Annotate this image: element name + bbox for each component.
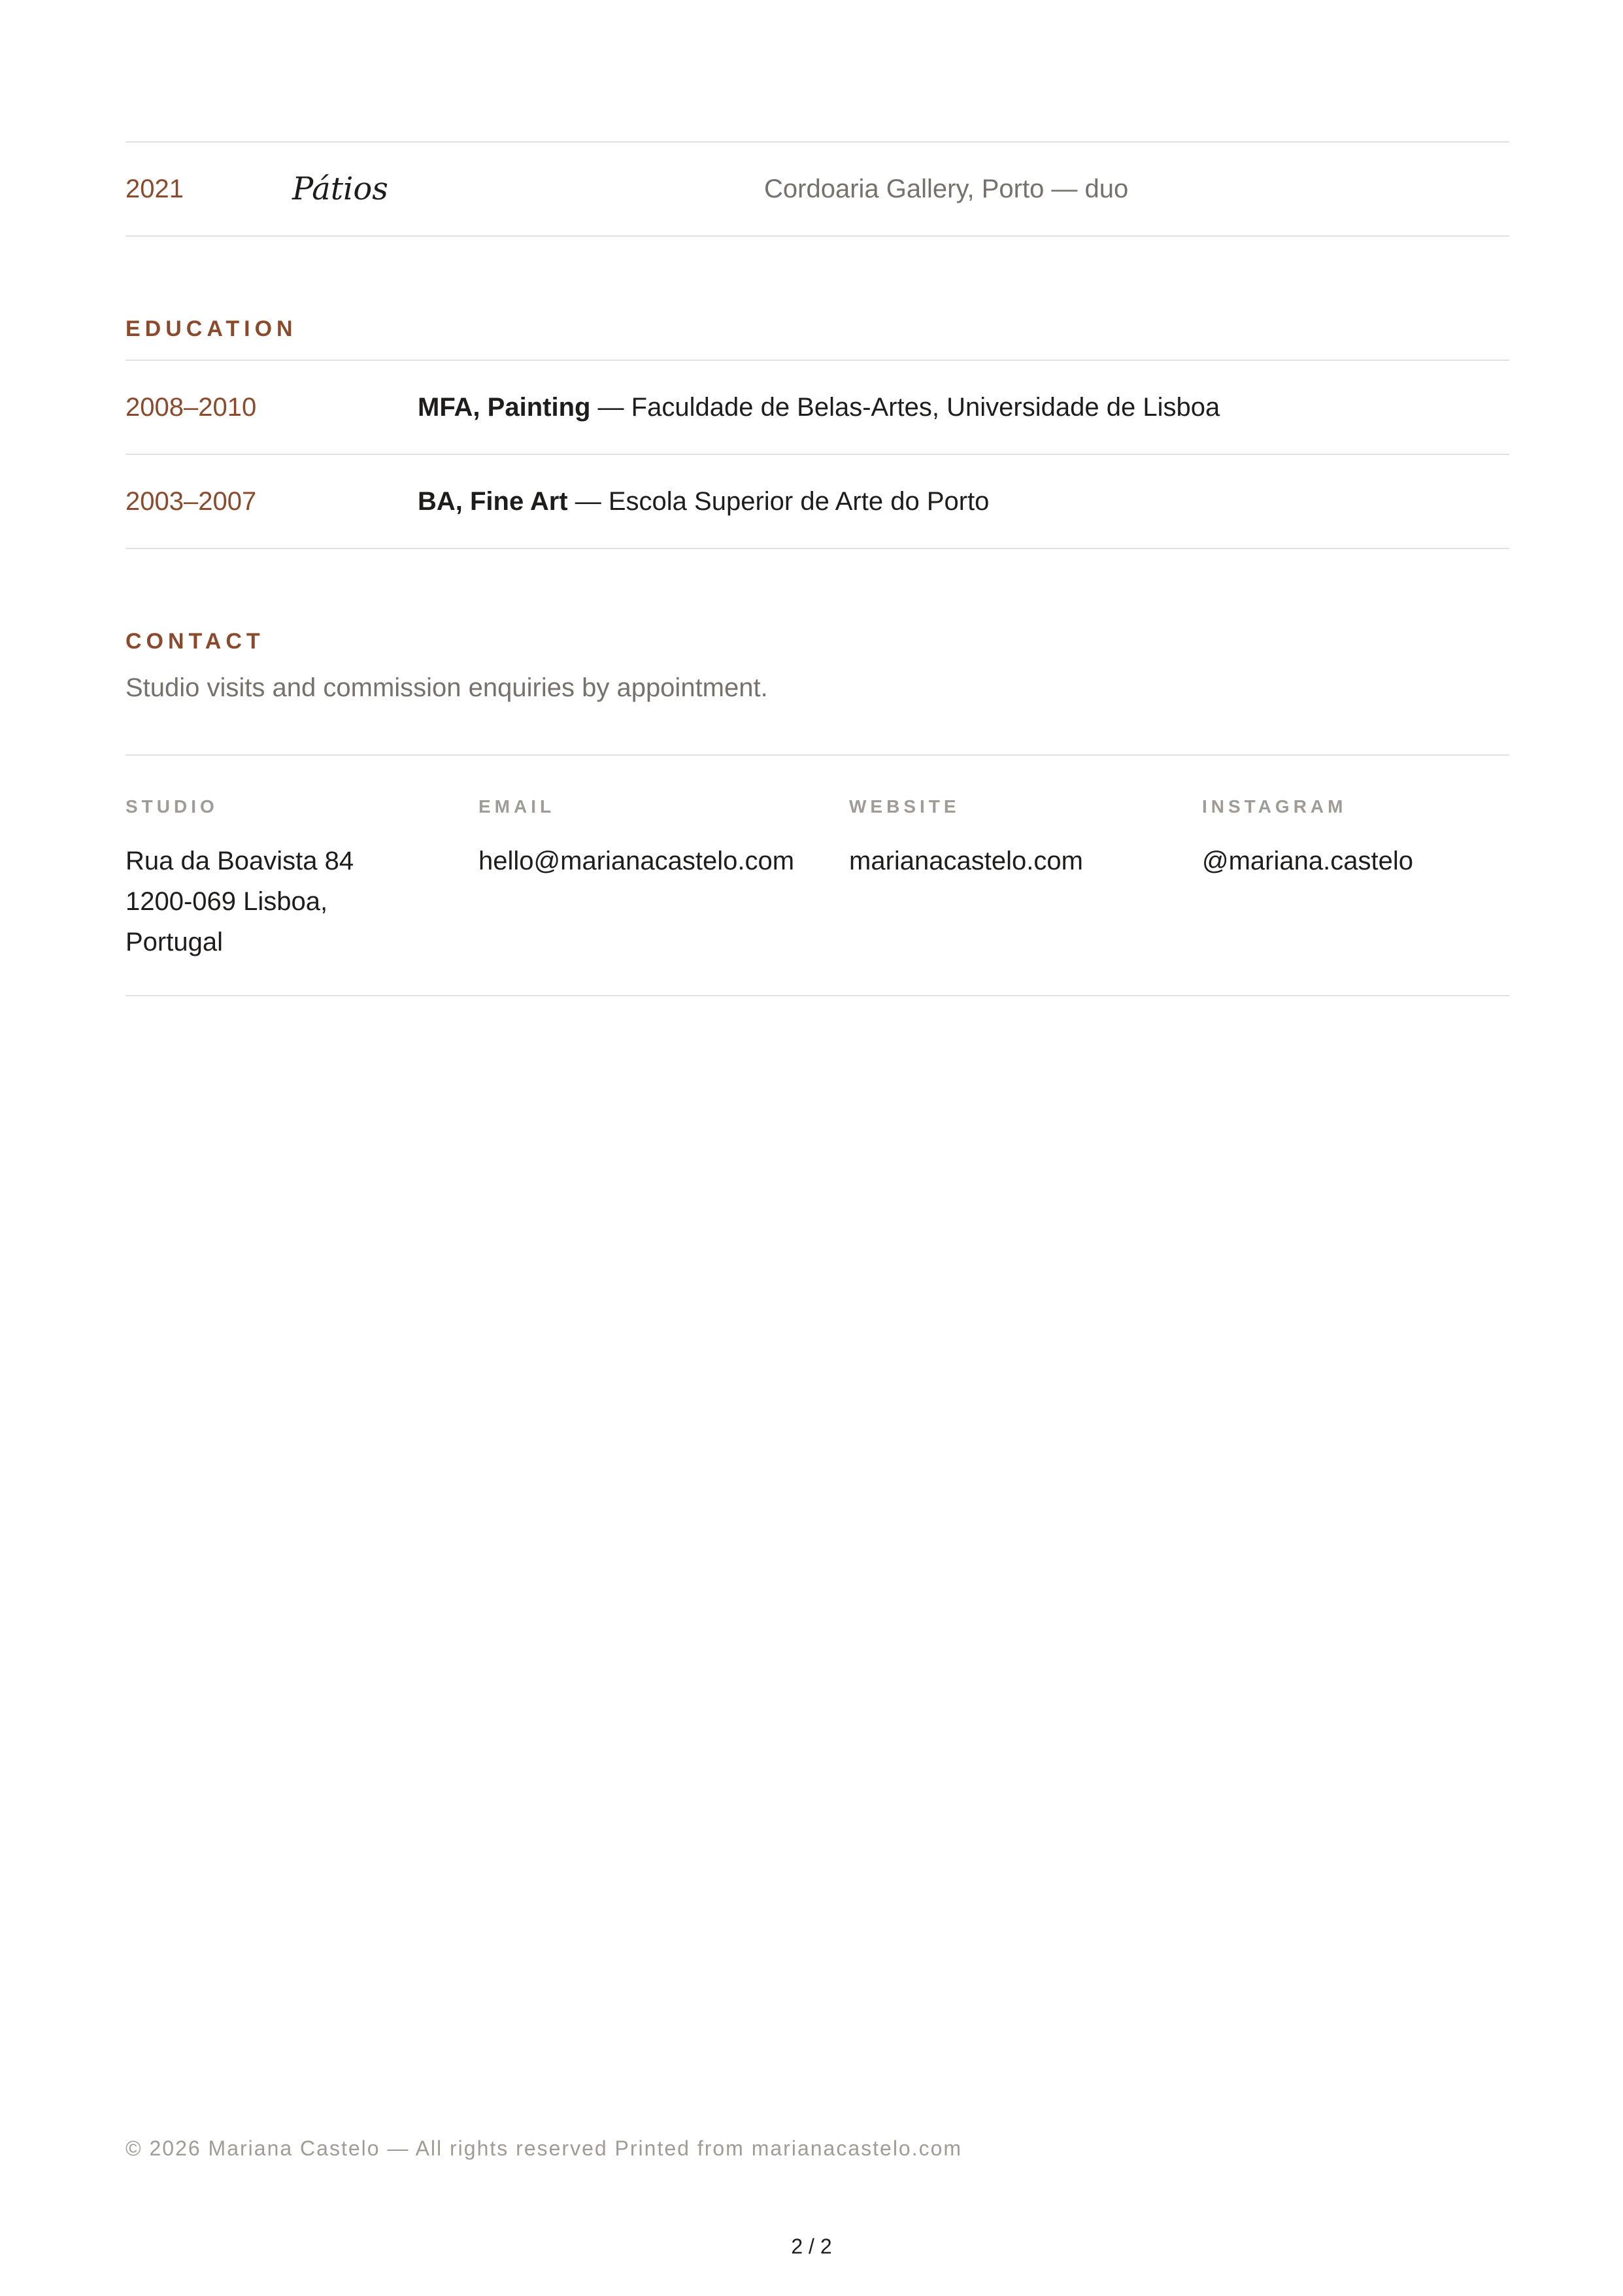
page-content: [125, 141, 1509, 956]
education-degree: MFA, Painting: [418, 392, 591, 422]
website-link[interactable]: marianacastelo.com: [849, 847, 1083, 875]
education-institution: — Escola Superior de Arte do Porto: [567, 486, 990, 516]
education-degree: BA, Fine Art: [418, 486, 568, 516]
studio-address-line: Portugal: [125, 928, 223, 956]
education-description: [418, 487, 989, 516]
page-number: 2 / 2: [791, 2235, 832, 2258]
education-institution: — Faculdade de Belas-Artes, Universidade de Lisboa: [590, 392, 1220, 422]
studio-label: STUDIO: [125, 796, 218, 817]
contact-heading: CONTACT: [125, 629, 265, 654]
website-label: WEBSITE: [849, 796, 960, 817]
studio-address-line: Rua da Boavista 84: [125, 847, 354, 875]
education-years: 2008–2010: [125, 392, 257, 422]
exhibition-row: [125, 141, 1509, 237]
instagram-label: INSTAGRAM: [1202, 796, 1347, 817]
education-description: [418, 393, 1220, 422]
contact-grid: [125, 754, 1509, 996]
exhibition-title: Pátios: [292, 171, 388, 207]
exhibition-year: 2021: [125, 174, 184, 203]
exhibition-venue: Cordoaria Gallery, Porto — duo: [764, 174, 1129, 203]
education-heading: EDUCATION: [125, 316, 297, 341]
contact-note: Studio visits and commission enquiries by appointment.: [125, 673, 768, 702]
education-item: [125, 361, 1509, 455]
education-years: 2003–2007: [125, 486, 257, 516]
footer-copyright: © 2026 Mariana Castelo — All rights reserved Printed from marianacastelo.com: [125, 2136, 963, 2160]
email-label: EMAIL: [478, 796, 556, 817]
studio-address: [125, 841, 354, 962]
email-link[interactable]: hello@marianacastelo.com: [478, 847, 795, 875]
instagram-link[interactable]: @mariana.castelo: [1202, 847, 1413, 875]
studio-address-line: 1200-069 Lisboa,: [125, 887, 328, 916]
education-item: [125, 455, 1509, 549]
education-list: [125, 360, 1509, 549]
